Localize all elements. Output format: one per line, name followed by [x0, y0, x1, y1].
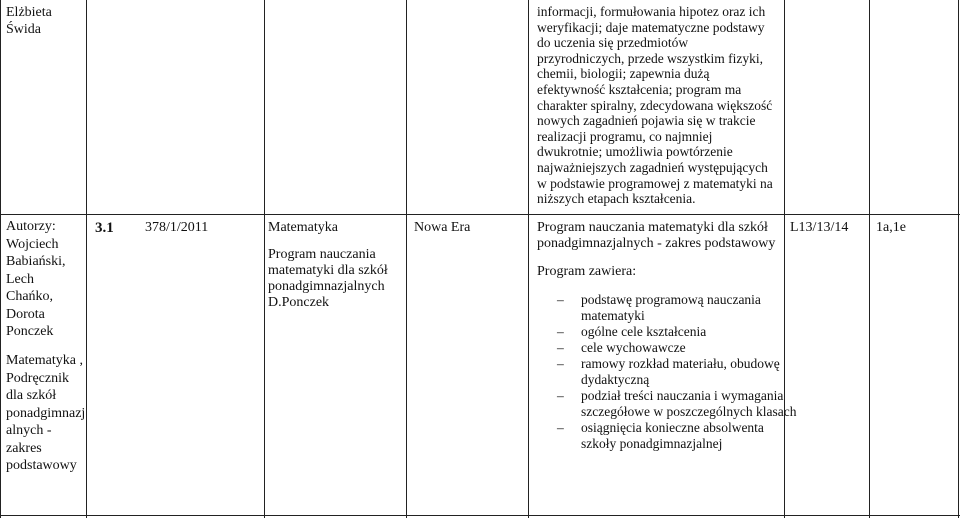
- publisher-cell: Nowa Era: [414, 220, 471, 235]
- list-item: – osiągnięcia konieczne absolwenta szkoły ponadgimnazjalnej: [557, 420, 764, 451]
- classes-cell: 1a,1e: [876, 220, 906, 235]
- list-item: – cele wychowawcze: [557, 340, 686, 355]
- book-title-cell: Matematyka , Podręcznik dla szkół ponadgimnazj alnych - zakres podstawowy: [6, 353, 86, 473]
- authors-cell: Autorzy: Wojciech Babiański, Lech Chańko, Dorota Ponczek: [6, 219, 66, 339]
- row-divider: [0, 214, 960, 215]
- list-item-text: osiągnięcia konieczne absolwenta szkoły ponadgimnazjalnej: [581, 420, 764, 451]
- table-border: [406, 0, 407, 518]
- list-item: – ramowy rozkład materiału, obudowę dydaktyczną: [557, 356, 780, 387]
- table-border: [869, 0, 870, 518]
- list-item-text: podstawę programową nauczania matematyki: [581, 292, 761, 323]
- program-title: Program nauczania matematyki dla szkół ponadgimnazjalnych - zakres podstawowy: [537, 220, 776, 251]
- registration-number: 378/1/2011: [145, 220, 209, 235]
- list-item-text: ogólne cele kształcenia: [581, 324, 707, 339]
- description-text: informacji, formułowania hipotez oraz ich weryfikacji; daje matematyczne podstawy do uczenia się przedmiotów przyrodniczych, przede wszystkim fizyki, chemii, biologii; zapewnia dużą efektywność kształcenia; program ma charakter spiralny, zdecydowana większość nowych zagadnień pojawia się w trakcie realizacji programu, co najmniej dwukrotnie; umożliwia powtórzenie najważniejszych zagadnień występujących w podstawie programowej z matematyki na niższych etapach kształcenia.: [537, 4, 773, 207]
- list-item-text: cele wychowawcze: [581, 340, 686, 355]
- list-item-text: ramowy rozkład materiału, obudowę dydaktyczną: [581, 356, 780, 387]
- item-number: 3.1: [95, 220, 114, 236]
- table-border: [528, 0, 529, 518]
- list-item: – podział treści nauczania i wymagania szczegółowe w poszczególnych klasach: [557, 388, 797, 419]
- table-border: [958, 0, 959, 518]
- program-contents-list: [557, 292, 801, 452]
- list-item: – ogólne cele kształcenia: [557, 324, 707, 339]
- subject-cell: Matematyka: [268, 220, 338, 235]
- row-divider: [0, 515, 960, 516]
- table-border: [264, 0, 265, 518]
- contains-label: Program zawiera:: [537, 264, 637, 279]
- code-cell: L13/13/14: [790, 220, 849, 235]
- table-border: [86, 0, 87, 518]
- table-border: [0, 0, 1, 518]
- list-item-text: podział treści nauczania i wymagania szczegółowe w poszczególnych klasach: [581, 388, 797, 419]
- author-top: Elżbieta Świda: [6, 5, 52, 37]
- list-item: – podstawę programową nauczania matematyki: [557, 292, 761, 323]
- program-cell: Program nauczania matematyki dla szkół ponadgimnazjalnych D.Ponczek: [268, 247, 388, 310]
